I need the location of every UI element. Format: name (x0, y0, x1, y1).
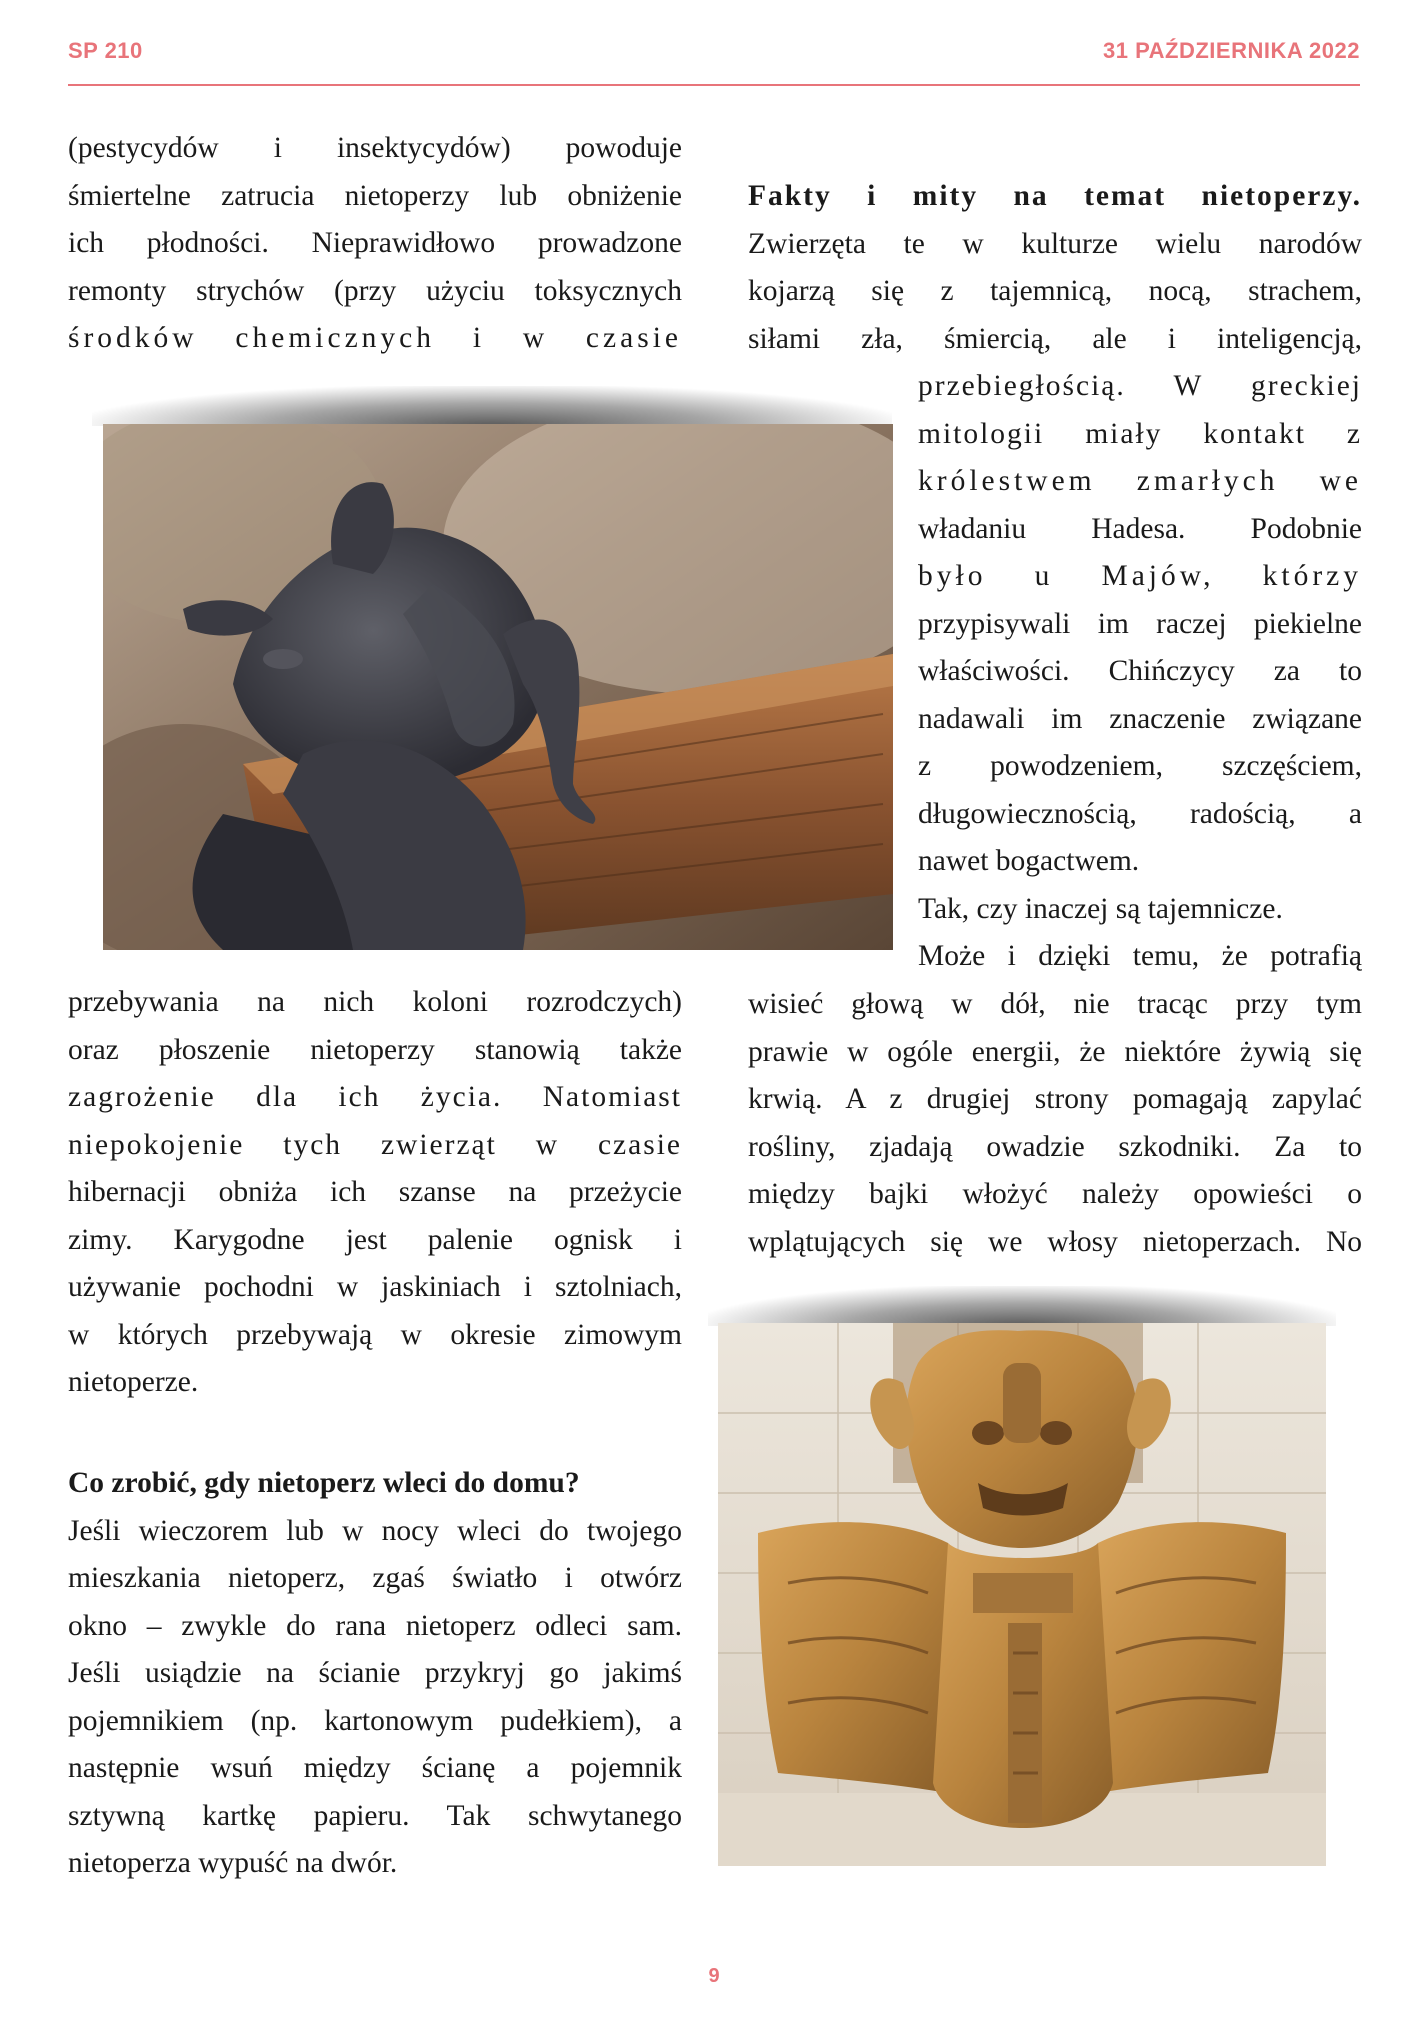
bat-photo (103, 424, 893, 950)
section-heading: Co zrobić, gdy nietoperz wleci do domu? (68, 1467, 580, 1499)
header-left: SP 210 (68, 38, 143, 63)
text-line: nadawali im znaczenie związane (918, 702, 1362, 735)
text-line: rośliny, zjadają owadzie szkodniki. Za to (748, 1130, 1362, 1163)
text-line: (pestycydów i insektycydów) powoduje (68, 132, 682, 164)
col2-bottom-paragraph (748, 981, 1362, 1266)
header-divider (68, 84, 1360, 86)
text-line: władaniu Hadesa. Podobnie (918, 512, 1362, 545)
text-line: było u Majów, którzy (918, 560, 1362, 592)
text-line: z powodzeniem, szczęściem, (918, 750, 1362, 782)
text-line: królestwem zmarłych we (918, 465, 1362, 497)
text-line: wplątujących się we włosy nietoperzach. No (748, 1225, 1362, 1258)
bat-statue-illustration (718, 1323, 1326, 1866)
photo-shadow (92, 386, 892, 426)
text-line: ich płodności. Nieprawidłowo prowadzone (68, 227, 682, 259)
text-line: krwią. A z drugiej strony pomagają zapylać (748, 1083, 1362, 1115)
photo-shadow (708, 1286, 1336, 1326)
text-line: remonty strychów (przy użyciu toksycznych (68, 274, 682, 307)
text-line: między bajki włożyć należy opowieści o (748, 1178, 1362, 1210)
text-line: mieszkania nietoperz, zgaś światło i otwórz (68, 1562, 682, 1594)
text-line: okno – zwykle do rana nietoperz odleci sam. (68, 1609, 682, 1642)
text-line: Jeśli usiądzie na ścianie przykryj go jakimś (68, 1657, 682, 1689)
col1-top-paragraph (68, 125, 682, 363)
text-line: następnie wsuń między ścianę a pojemnik (68, 1752, 682, 1784)
text-line: nietoperza wypuść na dwór. (68, 1847, 398, 1879)
col2-narrow-paragraph (918, 363, 1362, 981)
text-line: pojemnikiem (np. kartonowym pudełkiem), a (68, 1704, 682, 1737)
text-line: środków chemicznych i w czasie (68, 322, 682, 354)
text-line: kojarzą się z tajemnicą, nocą, strachem, (748, 275, 1362, 307)
text-line: zimy. Karygodne jest palenie ognisk i (68, 1223, 682, 1256)
col2-top-paragraph (748, 173, 1362, 363)
text-line: Zwierzęta te w kulturze wielu narodów (748, 227, 1362, 260)
text-line: przebiegłością. W greckiej (918, 370, 1362, 402)
text-line: sztywną kartkę papieru. Tak schwytanego (68, 1799, 682, 1832)
text-line: długowiecznością, radością, a (918, 797, 1362, 830)
header-date: 31 PAŹDZIERNIKA 2022 (1103, 38, 1360, 63)
text-line: przebywania na nich koloni rozrodczych) (68, 986, 682, 1018)
text-line: w których przebywają w okresie zimowym (68, 1318, 682, 1351)
text-line: hibernacji obniża ich szanse na przeżycie (68, 1176, 682, 1208)
text-line: niepokojenie tych zwierząt w czasie (68, 1128, 682, 1161)
text-line: używanie pochodni w jaskiniach i sztolniach, (68, 1271, 682, 1303)
col1-bottom-section (68, 1460, 682, 1888)
text-line: zagrożenie dla ich życia. Natomiast (68, 1081, 682, 1113)
text-line: Jeśli wieczorem lub w nocy wleci do twojego (68, 1514, 682, 1547)
text-line: nawet bogactwem. (918, 845, 1140, 877)
text-line: Tak, czy inaczej są tajemnicze. (918, 892, 1283, 925)
section-heading: Fakty i mity na temat nietoperzy. (748, 180, 1362, 212)
bat-statue-photo (718, 1323, 1326, 1866)
text-line: nietoperze. (68, 1366, 199, 1398)
text-line: mitologii miały kontakt z (918, 417, 1362, 450)
page-number: 9 (708, 1965, 720, 1987)
text-line: śmiertelne zatrucia nietoperzy lub obniżenie (68, 179, 682, 212)
text-line: przypisywali im raczej piekielne (918, 607, 1362, 640)
bat-photo-illustration (103, 424, 893, 950)
text-line: właściwości. Chińczycy za to (918, 655, 1362, 687)
text-line: prawie w ogóle energii, że niektóre żywią się (748, 1035, 1362, 1068)
text-line: siłami zła, śmiercią, ale i inteligencją, (748, 322, 1362, 355)
text-line: wisieć głową w dół, nie tracąc przy tym (748, 988, 1362, 1020)
text-line: Może i dzięki temu, że potrafią (918, 940, 1362, 972)
text-line: oraz płoszenie nietoperzy stanowią także (68, 1033, 682, 1066)
col1-mid-paragraph (68, 979, 682, 1407)
